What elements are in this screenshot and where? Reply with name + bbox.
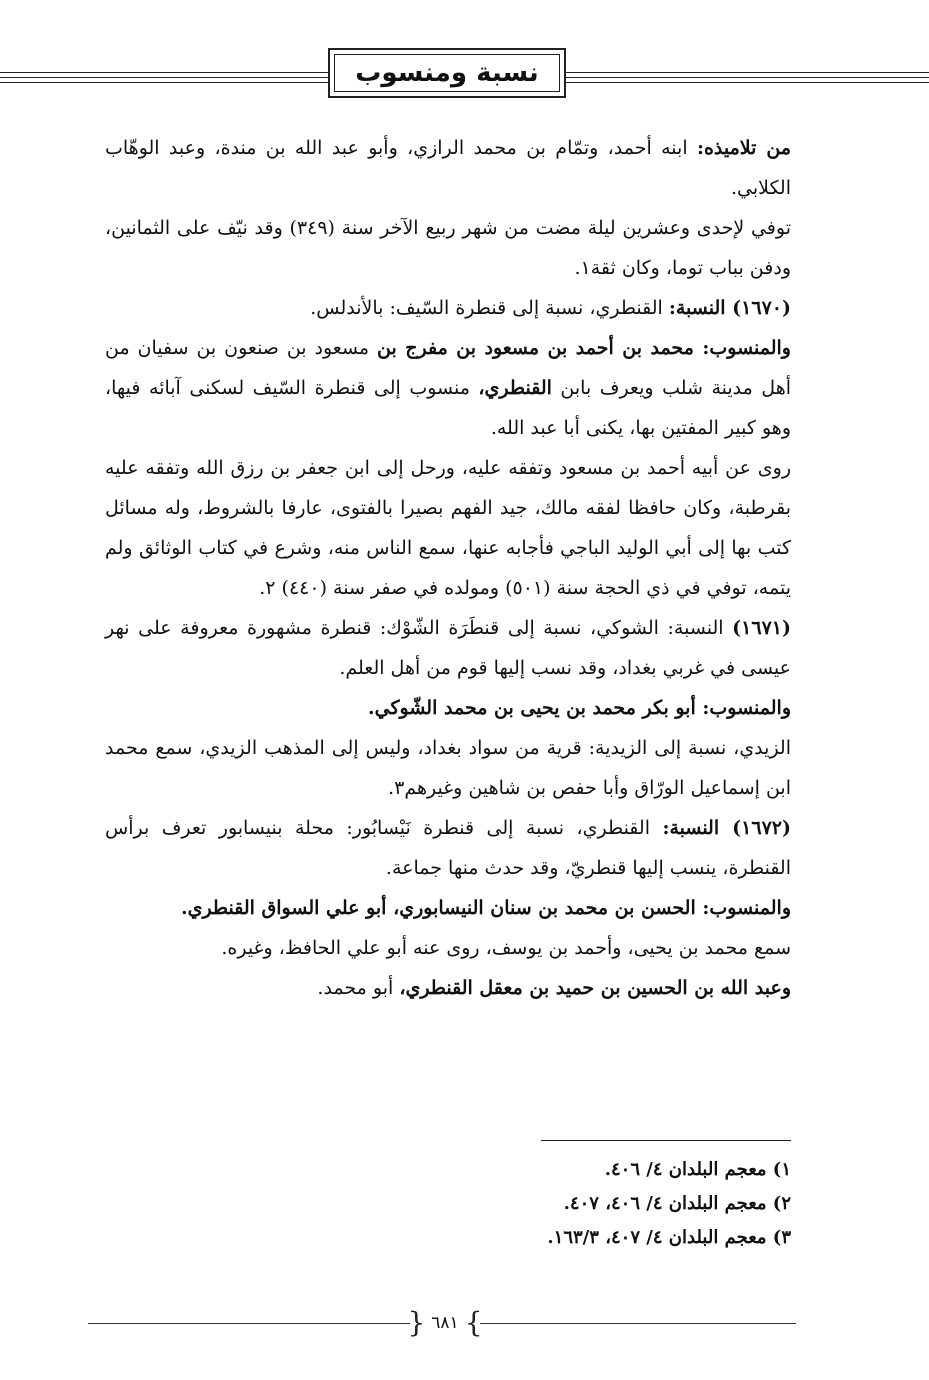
- paragraph-abdullah: وعبد الله بن الحسين بن حميد بن معقل القنطري، أبو محمد.: [317, 977, 791, 999]
- header-rule-left: [0, 72, 328, 84]
- students-label: من تلاميذه:: [696, 137, 791, 159]
- running-title-box: [328, 48, 566, 98]
- brace-left-glyph: {: [407, 1306, 426, 1339]
- footnote-3: ٣) معجم البلدان ٤/ ٤٠٧، ١٦٣/٣.: [547, 1227, 791, 1248]
- paragraph-death: توفي لإحدى وعشرين ليلة مضت من شهر ربيع الآخر سنة (٣٤٩) وقد نيّف على الثمانين، ودفن بباب توما، وكان ثقة١.: [105, 217, 791, 279]
- paragraph-mansub-1670: والمنسوب: محمد بن أحمد بن مسعود بن مفرج بن مسعود بن صنعون بن سفيان من أهل مدينة شلب ويعرف بابن القنطري، منسوب إلى قنطرة السّيف لسكنى آبائه فيها، وهو كبير المفتين بها، يكنى أبا عبد الله.: [105, 337, 791, 439]
- entry-number: (١٦٧٠): [732, 297, 791, 319]
- page-header: [0, 48, 929, 108]
- paragraph-mansub-1672: والمنسوب: الحسن بن محمد بن سنان النيسابوري، أبو علي السواق القنطري.: [180, 897, 791, 919]
- footer-rule-right: [480, 1323, 796, 1324]
- footer-rule-left: [88, 1323, 410, 1324]
- running-title: نسبة ومنسوب: [355, 58, 539, 88]
- page-body: [105, 128, 791, 1008]
- page-number-box: [407, 1306, 483, 1339]
- entry-1670: (١٦٧٠) النسبة: القنطري، نسبة إلى قنطرة السّيف: بالأندلس.: [310, 297, 791, 319]
- footnotes: [541, 1140, 791, 1255]
- entry-number: (١٦٧٢): [732, 817, 791, 839]
- entry-1671: (١٦٧١) النسبة: الشوكي، نسبة إلى قنطَرَة الشّوْك: قنطرة مشهورة معروفة على نهر عيسى في غربي بغداد، وقد نسب إليها قوم من أهل العلم.: [105, 617, 791, 679]
- header-rule-right: [566, 72, 929, 84]
- paragraph-zaydi: الزيدي، نسبة إلى الزيدية: قرية من سواد بغداد، وليس إلى المذهب الزيدي، سمع محمد ابن إسماعيل الورّاق وأبا حفص بن شاهين وغيرهم٣.: [105, 737, 791, 799]
- brace-right-glyph: }: [464, 1306, 483, 1339]
- paragraph-narration: روى عن أبيه أحمد بن مسعود وتفقه عليه، ورحل إلى ابن جعفر بن رزق الله وتفقه عليه بقرطبة، وكان حافظا لفقه مالك، جيد الفهم بصيرا بالفتوى، عارفا بالشروط، وله مسائل كتب بها إلى أبي الوليد الباجي فأجابه عنها، سمع الناس منه، وشرع في كتاب الوثائق ولم يتمه، توفي في ذي الحجة سنة (٥٠١) ومولده في صفر سنة (٤٤٠) ٢.: [105, 457, 791, 599]
- paragraph-mansub-1671: والمنسوب: أبو بكر محمد بن يحيى بن محمد الشّوكي.: [368, 697, 791, 719]
- footnote-2: ٢) معجم البلدان ٤/ ٤٠٦، ٤٠٧.: [563, 1193, 791, 1214]
- footnote-1: ١) معجم البلدان ٤/ ٤٠٦.: [604, 1159, 791, 1180]
- paragraph-heard: سمع محمد بن يحيى، وأحمد بن يوسف، روى عنه أبو علي الحافظ، وغيره.: [221, 937, 791, 959]
- page-number: ٦٨١: [431, 1313, 459, 1333]
- paragraph-students: من تلاميذه: ابنه أحمد، وتمّام بن محمد الرازي، وأبو عبد الله بن مندة، وعبد الوهّاب الكلابي.: [105, 137, 791, 199]
- page-footer: [0, 1308, 929, 1338]
- entry-number: (١٦٧١): [732, 617, 791, 639]
- entry-1672: (١٦٧٢) النسبة: القنطري، نسبة إلى قنطرة نَيْسابُور: محلة بنيسابور تعرف برأس القنطرة، ينسب إليها قنطريّ، وقد حدث منها جماعة.: [105, 817, 791, 879]
